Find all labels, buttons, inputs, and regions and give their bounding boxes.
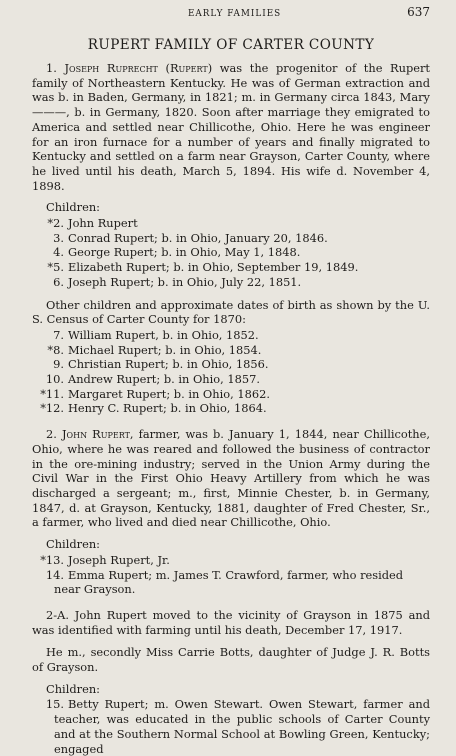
entry-1-text: was the progenitor of the Rupert family of Northeastern Kentucky. He was of German extraction and was b. in Baden, Germany, in 1821; m. in Germany circa 1843, Mary ———, b. in Germany, 1820. Soon after marriage they emigrated to America and settled near Chillicothe, Ohio. Here he was engineer for an iron furnace for a number of years and finally migrated to Kentucky and settled on a farm near Grayson, Carter County, where he lived until his death, March 5, 1894. His wife d. November 4, 1898.: [32, 61, 431, 193]
running-head: [32, 5, 430, 25]
entry-1-name: Joseph Ruprecht (Rupert): [64, 61, 213, 75]
list-item: *8. Michael Rupert; b. in Ohio, 1854.: [47, 342, 262, 357]
list-item: *5. Elizabeth Rupert; b. in Ohio, September 19, 1849.: [47, 260, 359, 275]
list-item: 6. Joseph Rupert; b. in Ohio, July 22, 1851.: [53, 274, 302, 289]
census-paragraph: Other children and approximate dates of birth as shown by the U. S. Census of Carter County for 1870:: [32, 297, 430, 327]
entry-2a-paragraph: 2-A. John Rupert moved to the vicinity of Grayson in 1875 and was identified with farming until his death, December 17, 1917.: [32, 607, 430, 637]
list-item: 9. Christian Rupert; b. in Ohio, 1856.: [53, 357, 269, 372]
list-item: *13. Joseph Rupert, Jr.: [40, 552, 170, 567]
list-item: *11. Margaret Rupert; b. in Ohio, 1862.: [40, 386, 270, 401]
entry-2-number: 2.: [46, 427, 57, 442]
entry-2-text: , farmer, was b. January 1, 1844, near Chillicothe, Ohio, where he was reared and followed the business of contractor in the ore-mining industry; served in the Union Army during the Civil War in the First Ohio Heavy Artillery from which he was discharged a sergeant; m., first, Minnie Chester, b. in Germany, 1847, d. at Grayson, Kentucky, 1881, daughter of Fred Chester, Sr., a farmer, who lived and died near Chillicothe, Ohio.: [32, 427, 430, 530]
children-label-2: Children:: [46, 537, 100, 552]
children-list-census: [32, 328, 430, 416]
children-label-1: Children:: [46, 200, 100, 215]
section-title: RUPERT FAMILY OF CARTER COUNTY: [87, 37, 375, 53]
entry-2-paragraph: [32, 427, 430, 530]
list-item: 4. George Rupert; b. in Ohio, May 1, 1848.: [53, 245, 301, 260]
running-head-title: EARLY FAMILIES: [187, 9, 282, 19]
entry-2-name: John Rupert: [61, 427, 130, 442]
list-item: *12. Henry C. Rupert; b. in Ohio, 1864.: [40, 401, 267, 416]
children-list-2: [32, 553, 430, 597]
page-number: 637: [407, 5, 430, 19]
list-item: *2. John Rupert: [47, 216, 138, 231]
entry-1-number: 1.: [46, 61, 57, 75]
list-item: 15. Betty Rupert; m. Owen Stewart. Owen Stewart, farmer and teacher, was educated in the public schools of Carter County and at the Southern Normal School at Bowling Green, Kentucky; engaged: [45, 697, 430, 756]
entry-2a-marriage: He m., secondly Miss Carrie Botts, daughter of Judge J. R. Botts of Grayson.: [32, 645, 430, 675]
list-item: 3. Conrad Rupert; b. in Ohio, January 20, 1846.: [53, 230, 328, 245]
list-item: 14. Emma Rupert; m. James T. Crawford, farmer, who resided near Grayson.: [45, 567, 404, 597]
children-list-3: [32, 697, 430, 756]
list-item: 7. William Rupert, b. in Ohio, 1852.: [53, 327, 259, 342]
children-list-1: [32, 216, 430, 290]
list-item: 10. Andrew Rupert; b. in Ohio, 1857.: [45, 372, 260, 387]
entry-1-paragraph: [32, 61, 430, 193]
children-label-3: Children:: [46, 681, 100, 696]
